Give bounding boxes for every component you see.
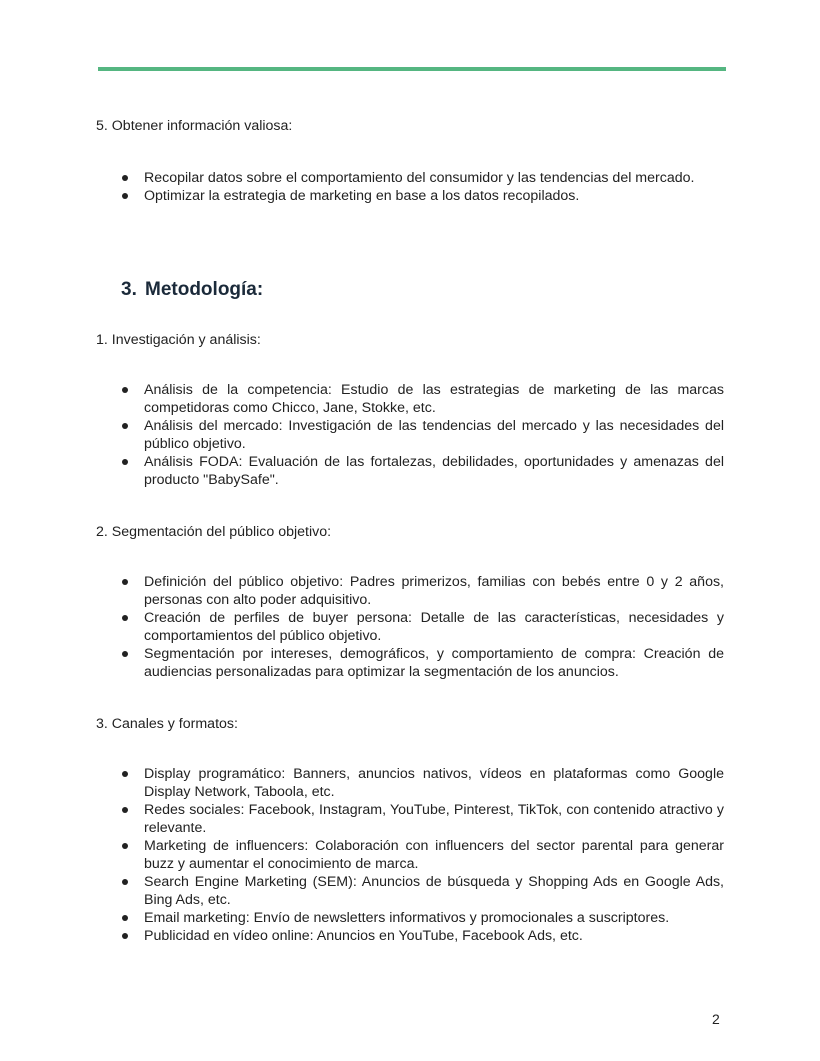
list-item: Segmentación por intereses, demográficos, y comportamiento de compra: Creación de audiencias personalizadas para optimizar la segmentación de los anuncios. <box>96 645 724 681</box>
sub2-list <box>96 573 724 681</box>
list-item: Email marketing: Envío de newsletters informativos y promocionales a suscriptores. <box>96 909 724 927</box>
sub1-title: 1. Investigación y análisis: <box>96 332 261 348</box>
page-number: 2 <box>712 1011 720 1027</box>
list-item: Análisis de la competencia: Estudio de las estrategias de marketing de las marcas competidoras como Chicco, Jane, Stokke, etc. <box>96 381 724 417</box>
list-item: Análisis del mercado: Investigación de las tendencias del mercado y las necesidades del público objetivo. <box>96 417 724 453</box>
list-item: Search Engine Marketing (SEM): Anuncios de búsqueda y Shopping Ads en Google Ads, Bing Ads, etc. <box>96 873 724 909</box>
list-item: Análisis FODA: Evaluación de las fortalezas, debilidades, oportunidades y amenazas del producto "BabySafe". <box>96 453 724 489</box>
sub1-list <box>96 381 724 489</box>
item5-title: 5. Obtener información valiosa: <box>96 118 293 134</box>
list-item: Marketing de influencers: Colaboración con influencers del sector parental para generar buzz y aumentar el conocimiento de marca. <box>96 837 724 873</box>
header-rule <box>98 67 726 71</box>
sub2-title: 2. Segmentación del público objetivo: <box>96 524 332 540</box>
section-heading <box>96 278 724 302</box>
list-item: Publicidad en vídeo online: Anuncios en YouTube, Facebook Ads, etc. <box>96 927 724 945</box>
sub3-title: 3. Canales y formatos: <box>96 716 238 732</box>
list-item: Display programático: Banners, anuncios nativos, vídeos en plataformas como Google Display Network, Taboola, etc. <box>96 765 724 801</box>
item5-list <box>96 169 724 205</box>
section-number: 3. <box>121 279 137 300</box>
list-item: Recopilar datos sobre el comportamiento del consumidor y las tendencias del mercado. <box>96 169 724 187</box>
sub3-list <box>96 765 724 945</box>
list-item: Definición del público objetivo: Padres primerizos, familias con bebés entre 0 y 2 años, personas con alto poder adquisitivo. <box>96 573 724 609</box>
section-title: Metodología: <box>145 279 264 300</box>
document-body <box>96 117 724 945</box>
list-item: Creación de perfiles de buyer persona: Detalle de las características, necesidades y comportamientos del público objetivo. <box>96 609 724 645</box>
list-item: Redes sociales: Facebook, Instagram, YouTube, Pinterest, TikTok, con contenido atractivo y relevante. <box>96 801 724 837</box>
list-item: Optimizar la estrategia de marketing en base a los datos recopilados. <box>96 187 724 205</box>
